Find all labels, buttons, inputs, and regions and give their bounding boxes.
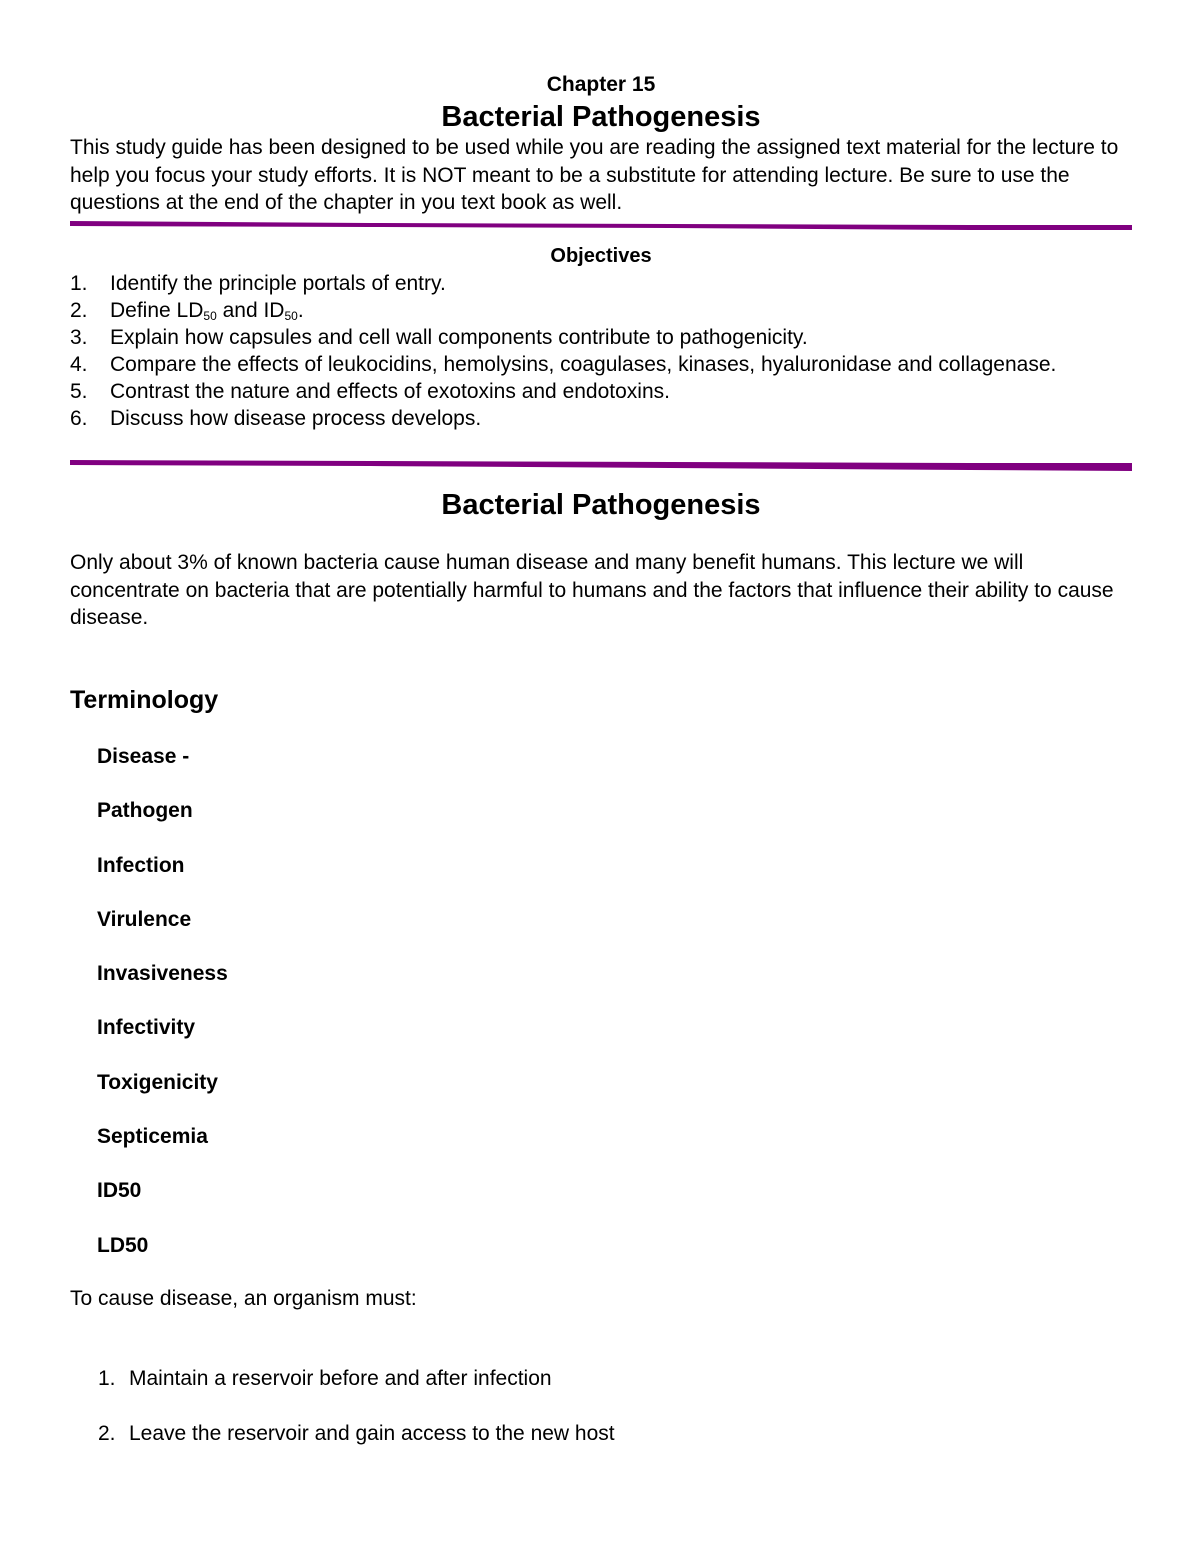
requirement-text: Maintain a reservoir before and after infection bbox=[129, 1367, 552, 1390]
objective-item bbox=[70, 297, 1132, 324]
objective-number: 5. bbox=[70, 380, 88, 403]
chapter-label: Chapter 15 bbox=[546, 73, 656, 96]
purple-divider bbox=[70, 218, 1132, 228]
objectives-list bbox=[70, 270, 1132, 432]
objective-item bbox=[70, 324, 1132, 351]
objective-text: Explain how capsules and cell wall components contribute to pathogenicity. bbox=[110, 326, 808, 349]
objective-text-mid: and ID bbox=[216, 299, 285, 322]
requirement-item bbox=[98, 1420, 615, 1475]
term-item: ID50 bbox=[97, 1179, 142, 1203]
requirement-item bbox=[98, 1365, 615, 1420]
objective-item bbox=[70, 378, 1132, 405]
term-item: Septicemia bbox=[97, 1125, 208, 1149]
page-title: Bacterial Pathogenesis bbox=[441, 101, 761, 133]
term-item: Invasiveness bbox=[97, 962, 228, 986]
objective-number: 6. bbox=[70, 407, 88, 430]
terminology-list bbox=[97, 744, 228, 1287]
requirement-number: 2. bbox=[98, 1422, 116, 1445]
section-paragraph: Only about 3% of known bacteria cause human disease and many benefit humans. This lecture we will concentrate on bacteria that are potentially harmful to humans and the factors that influence their ability to cause disease. bbox=[70, 551, 1114, 629]
objective-text: Discuss how disease process develops. bbox=[110, 407, 482, 430]
requirement-number: 1. bbox=[98, 1367, 116, 1390]
term-item: Infection bbox=[97, 853, 185, 877]
term-item: Disease - bbox=[97, 745, 190, 768]
objective-text-post: . bbox=[297, 299, 304, 322]
objectives-heading: Objectives bbox=[550, 245, 652, 267]
purple-divider-line bbox=[70, 458, 1132, 472]
objective-item bbox=[70, 270, 1132, 297]
objective-text-pre: Define LD bbox=[110, 299, 204, 322]
requirements-lead: To cause disease, an organism must: bbox=[70, 1287, 417, 1310]
objective-text: Contrast the nature and effects of exotoxins and endotoxins. bbox=[110, 380, 670, 403]
requirements-list bbox=[98, 1365, 615, 1475]
objective-text: Compare the effects of leukocidins, hemolysins, coagulases, kinases, hyaluronidase and collagenase. bbox=[110, 353, 1057, 376]
objective-number: 1. bbox=[70, 272, 88, 295]
section-title: Bacterial Pathogenesis bbox=[441, 489, 761, 521]
objective-text: Identify the principle portals of entry. bbox=[110, 272, 446, 295]
subscript: 50 bbox=[203, 309, 217, 323]
intro-paragraph: This study guide has been designed to be used while you are reading the assigned text material for the lecture to help you focus your study efforts. It is NOT meant to be a substitute for attending lecture. Be sure to use the questions at the end of the chapter in you text book as well. bbox=[70, 136, 1119, 214]
subscript: 50 bbox=[284, 309, 298, 323]
purple-divider-line bbox=[70, 218, 1132, 230]
requirement-text: Leave the reservoir and gain access to the new host bbox=[129, 1422, 615, 1445]
objective-item bbox=[70, 351, 1132, 378]
purple-divider bbox=[70, 458, 1132, 468]
term-item: LD50 bbox=[97, 1233, 149, 1257]
term-item: Toxigenicity bbox=[97, 1070, 218, 1094]
objective-number: 4. bbox=[70, 353, 88, 376]
terminology-heading: Terminology bbox=[70, 686, 219, 714]
objective-number: 3. bbox=[70, 326, 88, 349]
term-item: Virulence bbox=[97, 907, 192, 931]
term-item: Infectivity bbox=[97, 1016, 196, 1040]
objective-item bbox=[70, 405, 1132, 432]
document-page bbox=[70, 0, 1132, 1553]
objective-number: 2. bbox=[70, 299, 88, 322]
term-item: Pathogen bbox=[97, 799, 193, 823]
